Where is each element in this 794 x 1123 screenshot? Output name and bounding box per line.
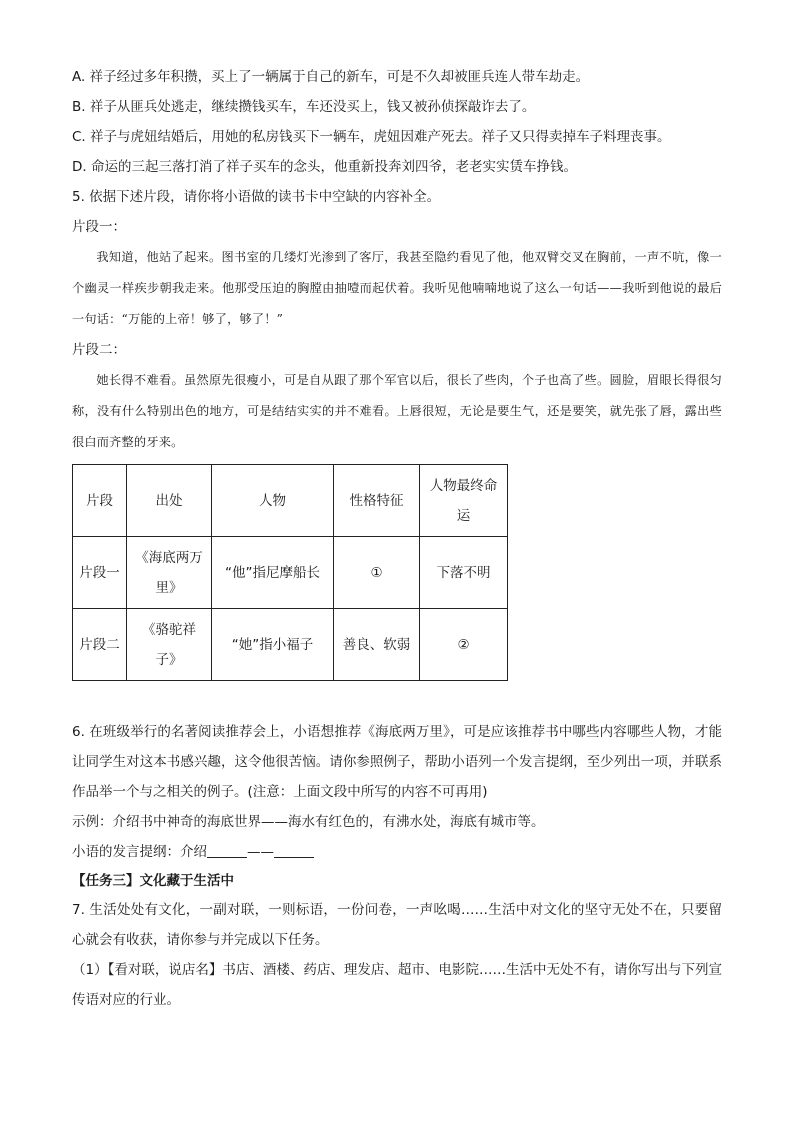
table-cell: 下落不明	[420, 537, 508, 609]
answer-blank[interactable]	[207, 843, 247, 858]
table-row	[73, 609, 508, 681]
table-cell: 《海底两万里》	[127, 537, 212, 609]
option-c: C. 祥子与虎妞结婚后，用她的私房钱买下一辆车，虎妞因难产死去。祥子又只得卖掉车子料理丧事。	[72, 129, 671, 145]
question-5-prompt: 5. 依据下述片段，请你将小语做的读书卡中空缺的内容补全。	[72, 189, 441, 205]
task-3-heading: 【任务三】文化藏于生活中	[72, 873, 234, 889]
table-row	[73, 537, 508, 609]
question-7-sub-1: （1）【看对联，说店名】书店、酒楼、药店、理发店、超市、电影院……生活中无处不有，请你写出与下列宣传语对应的行业。	[72, 962, 722, 1008]
header-cell: 性格特征	[334, 465, 420, 537]
excerpt-1-text: 我知道，他站了起来。图书室的几缕灯光渗到了客厅，我甚至隐约看见了他，他双臂交叉在胸前，一声不吭，像一个幽灵一样疾步朝我走来。他那受压迫的胸膛由抽噎而起伏着。我听见他喃喃地说了这么一句话——我听到他说的最后一句话：“万能的上帝！够了，够了！”	[72, 250, 722, 326]
question-7-prompt: 7. 生活处处有文化，一副对联，一则标语，一份问卷，一声吆喝……生活中对文化的坚守无处不在，只要留心就会有收获，请你参与并完成以下任务。	[72, 902, 722, 948]
outline-dash: ——	[247, 844, 274, 860]
outline-prefix: 小语的发言提纲：介绍	[72, 844, 207, 860]
option-a: A. 祥子经过多年积攒，买上了一辆属于自己的新车，可是不久却被匪兵连人带车劫走。	[72, 69, 590, 85]
question-6-prompt: 6. 在班级举行的名著阅读推荐会上，小语想推荐《海底两万里》，可是应该推荐书中哪些内容哪些人物，才能让同学生对这本书感兴趣，这令他很苦恼。请你参照例子，帮助小语列一个发言提纲，至少列出一项，并联系作品举一个与之相关的例子。(注意：上面文段中所写的内容不可再用)	[72, 724, 722, 800]
header-cell: 人物	[212, 465, 334, 537]
option-d: D. 命运的三起三落打消了祥子买车的念头，他重新投奔刘四爷，老老实实赁车挣钱。	[72, 159, 577, 175]
blank-cell: ②	[420, 609, 508, 681]
table-cell: 片段一	[73, 537, 127, 609]
table-cell: 《骆驼祥子》	[127, 609, 212, 681]
header-cell: 片段	[73, 465, 127, 537]
excerpt-2-text: 她长得不难看。虽然原先很瘦小，可是自从跟了那个军官以后，很长了些肉，个子也高了些。圆脸，眉眼长得很匀称，没有什么特别出色的地方，可是结结实实的并不难看。上唇很短，无论是要生气，还是要笑，就先张了唇，露出些很白而齐整的牙来。	[72, 373, 722, 449]
answer-blank[interactable]	[274, 843, 314, 858]
question-6-outline	[72, 837, 722, 867]
table-cell: 善良、软弱	[334, 609, 420, 681]
header-cell: 出处	[127, 465, 212, 537]
table-cell: “他”指尼摩船长	[212, 537, 334, 609]
exam-page	[72, 62, 722, 1015]
excerpt-1-label: 片段一：	[72, 219, 126, 235]
reading-card-table	[72, 464, 508, 681]
question-6-example: 示例：介绍书中神奇的海底世界——海水有红色的，有沸水处，海底有城市等。	[72, 814, 545, 830]
blank-cell: ①	[334, 537, 420, 609]
option-b: B. 祥子从匪兵处逃走，继续攒钱买车，车还没买上，钱又被孙侦探敲诈去了。	[72, 99, 536, 115]
excerpt-2-label: 片段二：	[72, 342, 126, 358]
table-cell: “她”指小福子	[212, 609, 334, 681]
table-cell: 片段二	[73, 609, 127, 681]
header-cell: 人物最终命运	[420, 465, 508, 537]
table-header-row	[73, 465, 508, 537]
